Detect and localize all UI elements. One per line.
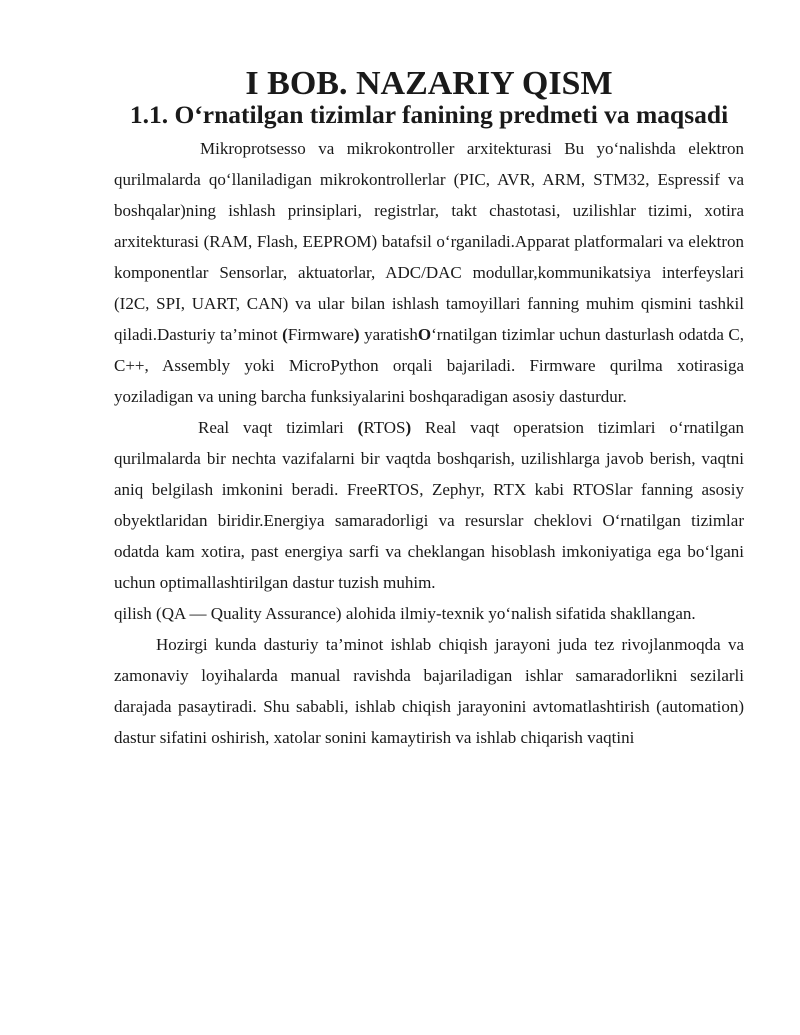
paragraph-text: Firmware (287, 325, 354, 344)
paragraph-text: Real vaqt tizimlari (198, 418, 358, 437)
section-title: 1.1. O‘rnatilgan tizimlar fanining predmeti va maqsadi (129, 100, 729, 129)
bold-letter: O (417, 325, 432, 344)
paragraph-automation: Hozirgi kunda dasturiy ta’minot ishlab chiqish jarayoni juda tez rivojlanmoqda va zamonaviy loyihalarda manual ravishda bajariladigan ishlar samaradorlikni sezilarli darajada pasaytiradi. Shu sababli, ishlab chiqish jarayonini avtomatlashtirish (automation) dastur sifatini oshirish, xatolar sonini kamaytirish va ishlab chiqarish vaqtini (114, 635, 744, 747)
paragraph-microcontroller-architecture (114, 133, 744, 412)
bold-paren: ) (405, 418, 412, 437)
document-page (114, 65, 744, 753)
bold-paren: ( (357, 418, 364, 437)
paragraph-text: Real vaqt operatsion tizimlari o‘rnatilgan qurilmalarda bir nechta vazifalarni bir vaqtda boshqarish, uzilishlarga javob berish, vaqtni aniq belgilash imkonini beradi. FreeRTOS, Zephyr, RTX kabi RTOSlar fanning asosiy obyektlaridan biridir.Energiya samaradorligi va resurslar cheklovi O‘rnatilgan tizimlar odatda kam xotira, past energiya sarfi va cheklangan hisoblash imkoniyatiga ega bo‘lgani uchun optimallashtirilgan dastur tuzish muhim. (114, 418, 744, 592)
bold-paren: ( (282, 325, 288, 344)
paragraph-text: ‘rnatilgan tizimlar uchun dasturlash odatda C, C++, Assembly yoki MicroPython orqali bajariladi. Firmware qurilma xotirasiga yoziladigan va uning barcha funksiyalarini boshqaradigan asosiy dasturdur. (114, 325, 744, 406)
paragraph-rtos (114, 412, 744, 598)
paragraph-text: Mikroprotsesso va mikrokontroller arxitekturasi Bu yo‘nalishda elektron qurilmalarda qo‘llaniladigan mikrokontrollerlar (PIC, AVR, ARM, STM32, Espressif va boshqalar)ning ishlash prinsiplari, registrlar, takt chastotasi, uzilishlar tizimi, xotira arxitekturasi (RAM, Flash, EEPROM) batafsil o‘rganiladi.Apparat platformalari va elektron komponentlar Sensorlar, aktuatorlar, ADC/DAC modullar,kommunikatsiya interfeyslari (I2C, SPI, UART, CAN) va ular bilan ishlash tamoyillari fanning muhim qismini tashkil qiladi.Dasturiy ta’minot (114, 139, 744, 344)
chapter-title: I BOB. NAZARIY QISM (245, 65, 613, 102)
paragraph-qa: qilish (QA — Quality Assurance) alohida ilmiy-texnik yo‘nalish sifatida shakllangan. (114, 604, 696, 623)
bold-paren: ) (353, 325, 360, 344)
paragraph-text: RTOS (363, 418, 406, 437)
paragraph-text: yaratish (359, 325, 418, 344)
